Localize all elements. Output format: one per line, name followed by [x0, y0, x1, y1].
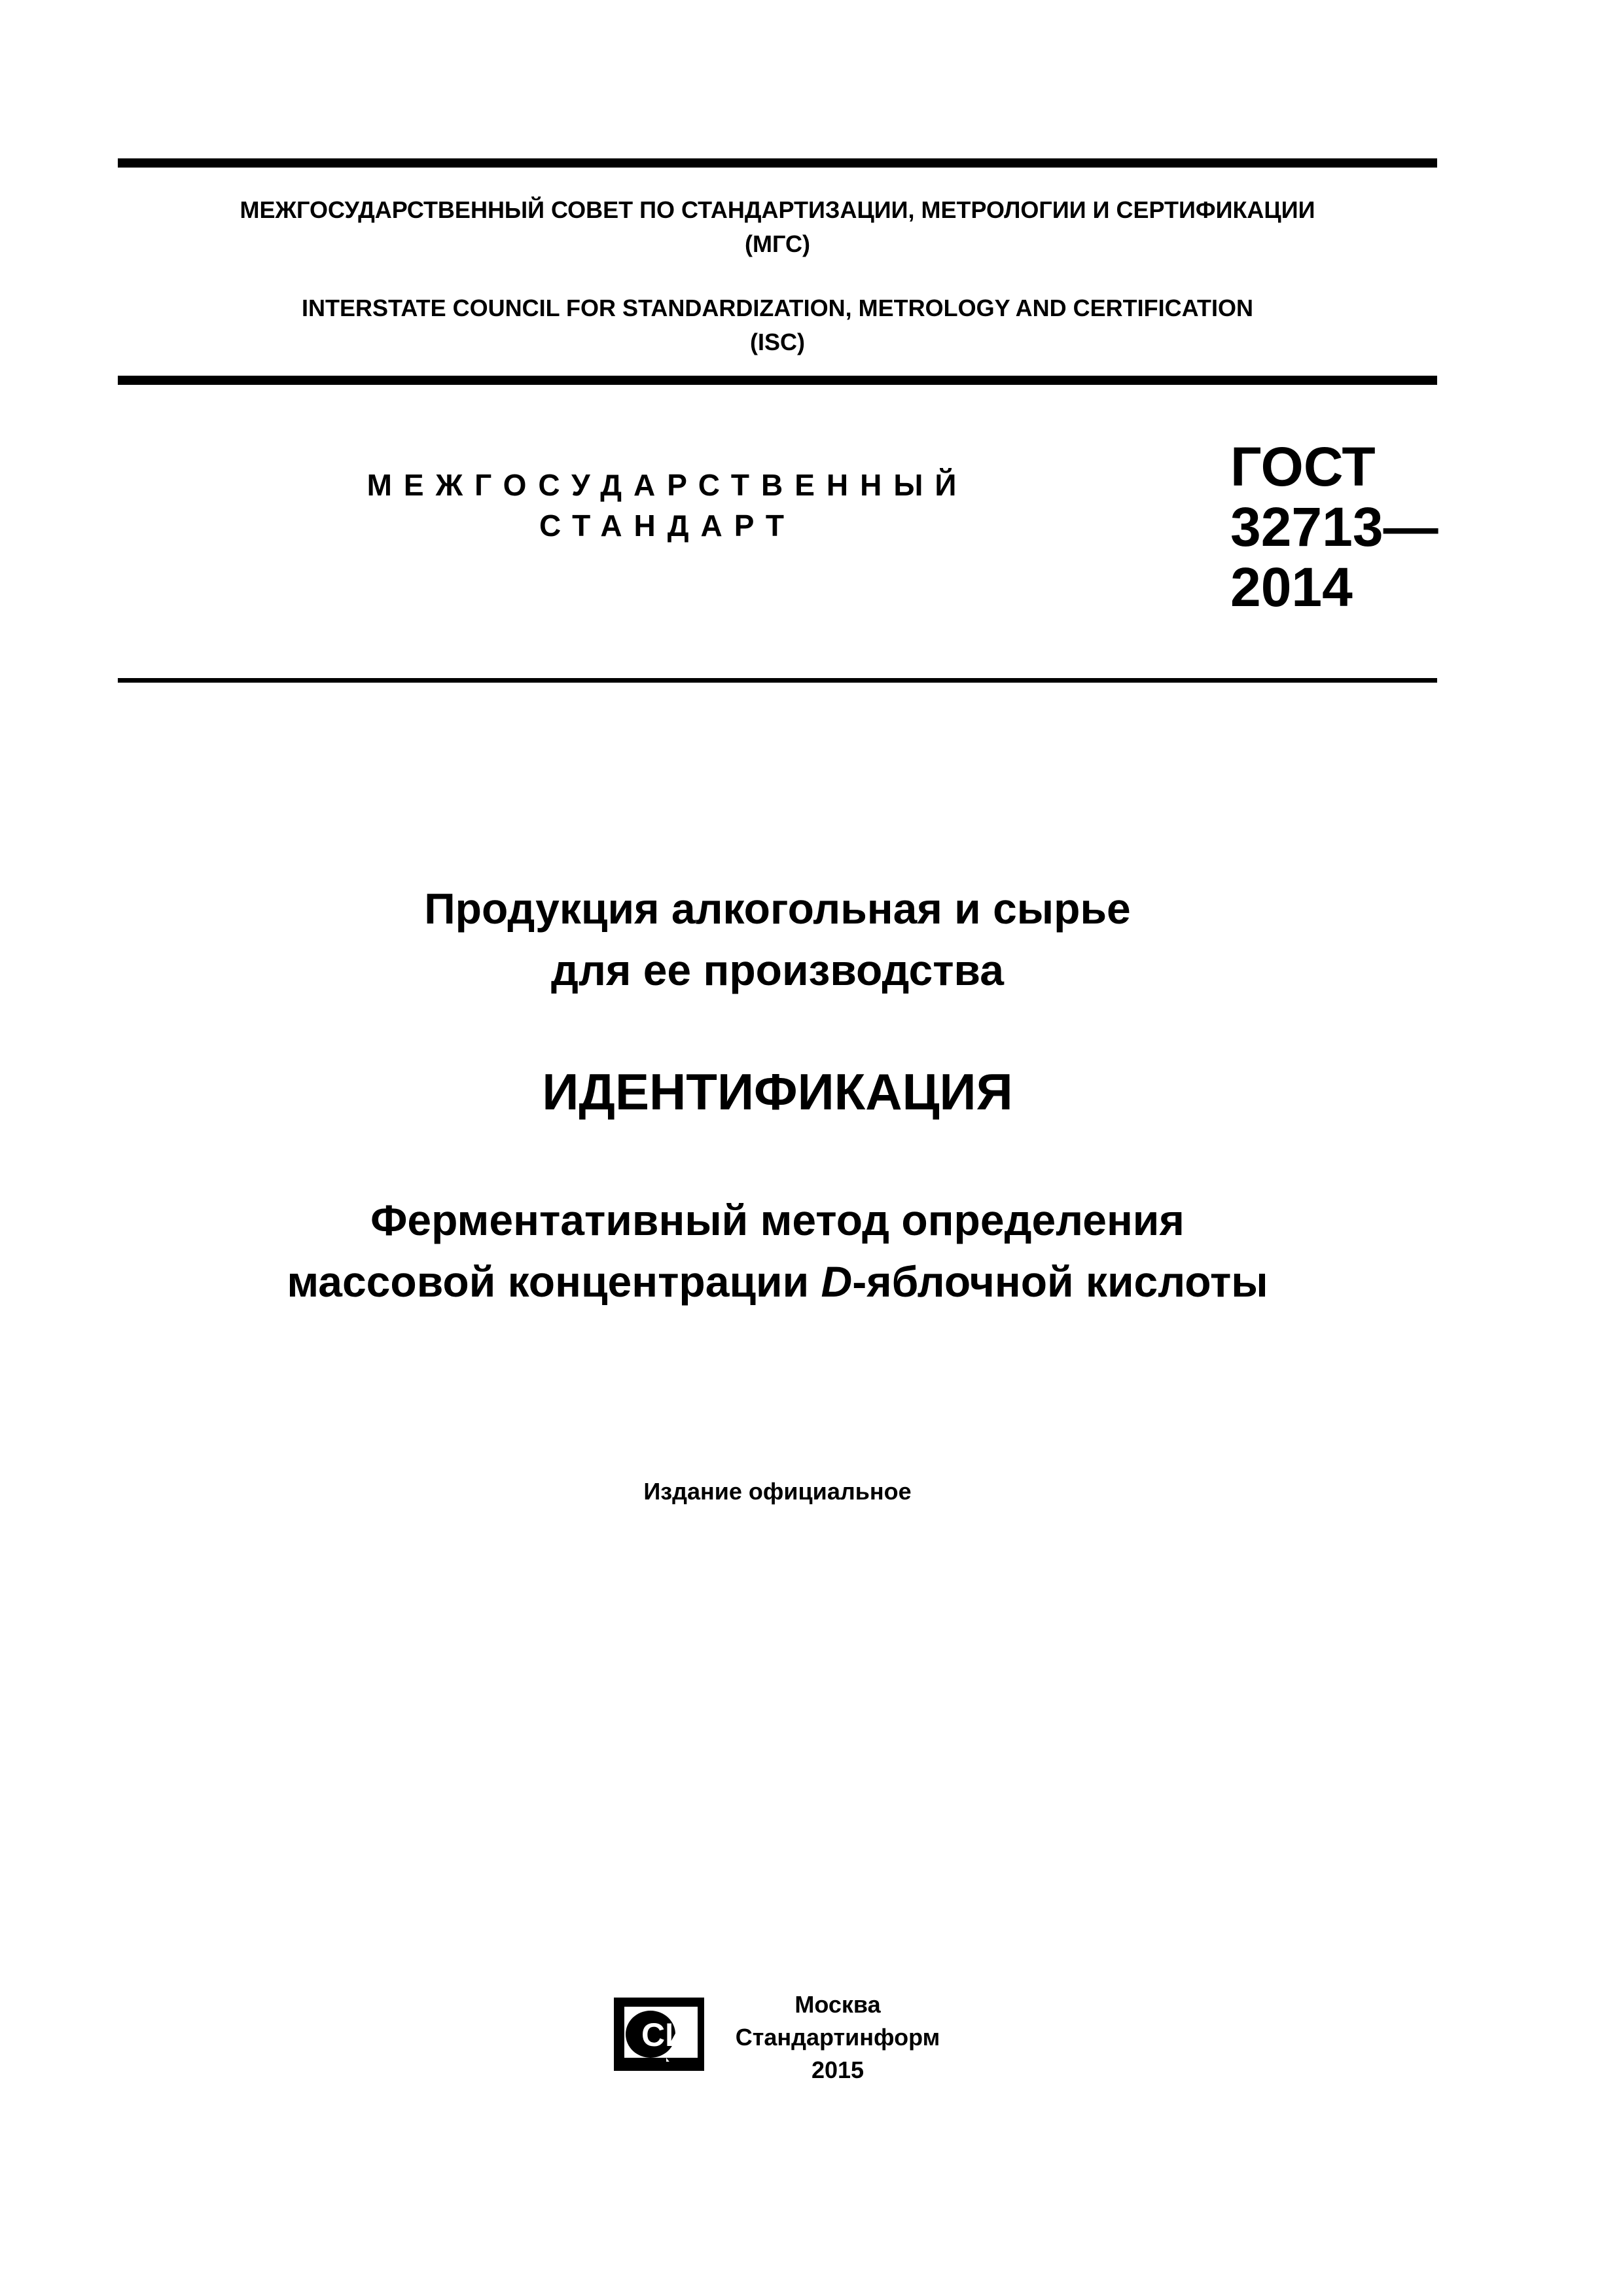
- council-ru-line2: (МГС): [745, 230, 810, 257]
- council-en-line1: INTERSTATE COUNCIL FOR STANDARDIZATION, METROLOGY AND CERTIFICATION: [302, 295, 1253, 321]
- council-ru-line1: МЕЖГОСУДАРСТВЕННЫЙ СОВЕТ ПО СТАНДАРТИЗАЦИИ, МЕТРОЛОГИИ И СЕРТИФИКАЦИИ: [240, 196, 1315, 223]
- method-line2-part-b: -яблочной кислоты: [852, 1257, 1268, 1306]
- method-line2-part-a: массовой концентрации: [287, 1257, 821, 1306]
- council-en-line2: (ISC): [750, 329, 805, 355]
- designation-bottom-rule: [118, 678, 1437, 683]
- header-bottom-rule: [118, 376, 1437, 385]
- gost-designation-line1: ГОСТ: [1230, 436, 1376, 497]
- top-rule: [118, 158, 1437, 168]
- standard-kind-line1: МЕЖГОСУДАРСТВЕННЫЙ: [366, 468, 969, 502]
- publisher-city: Москва: [794, 1991, 881, 2018]
- method-line2-italic: D: [821, 1257, 853, 1306]
- method-line1: Ферментативный метод определения: [370, 1196, 1185, 1244]
- gost-designation-line2: 32713—: [1230, 496, 1438, 558]
- method-line2: [118, 1250, 1437, 1313]
- edition-label: Издание официальное: [643, 1478, 912, 1505]
- publisher-year: 2015: [811, 2056, 865, 2083]
- logo-letter-c: СИ: [641, 2017, 689, 2053]
- gost-designation-line3: 2014: [1230, 556, 1353, 618]
- title-line1: Продукция алкогольная и сырье: [424, 884, 1131, 933]
- title-main: ИДЕНТИФИКАЦИЯ: [542, 1063, 1013, 1121]
- title-line2: для ее производства: [551, 946, 1004, 994]
- publisher-name: Стандартинформ: [735, 2024, 940, 2051]
- standard-kind-line2: СТАНДАРТ: [539, 509, 796, 543]
- standartinform-logo-icon: [611, 1995, 707, 2073]
